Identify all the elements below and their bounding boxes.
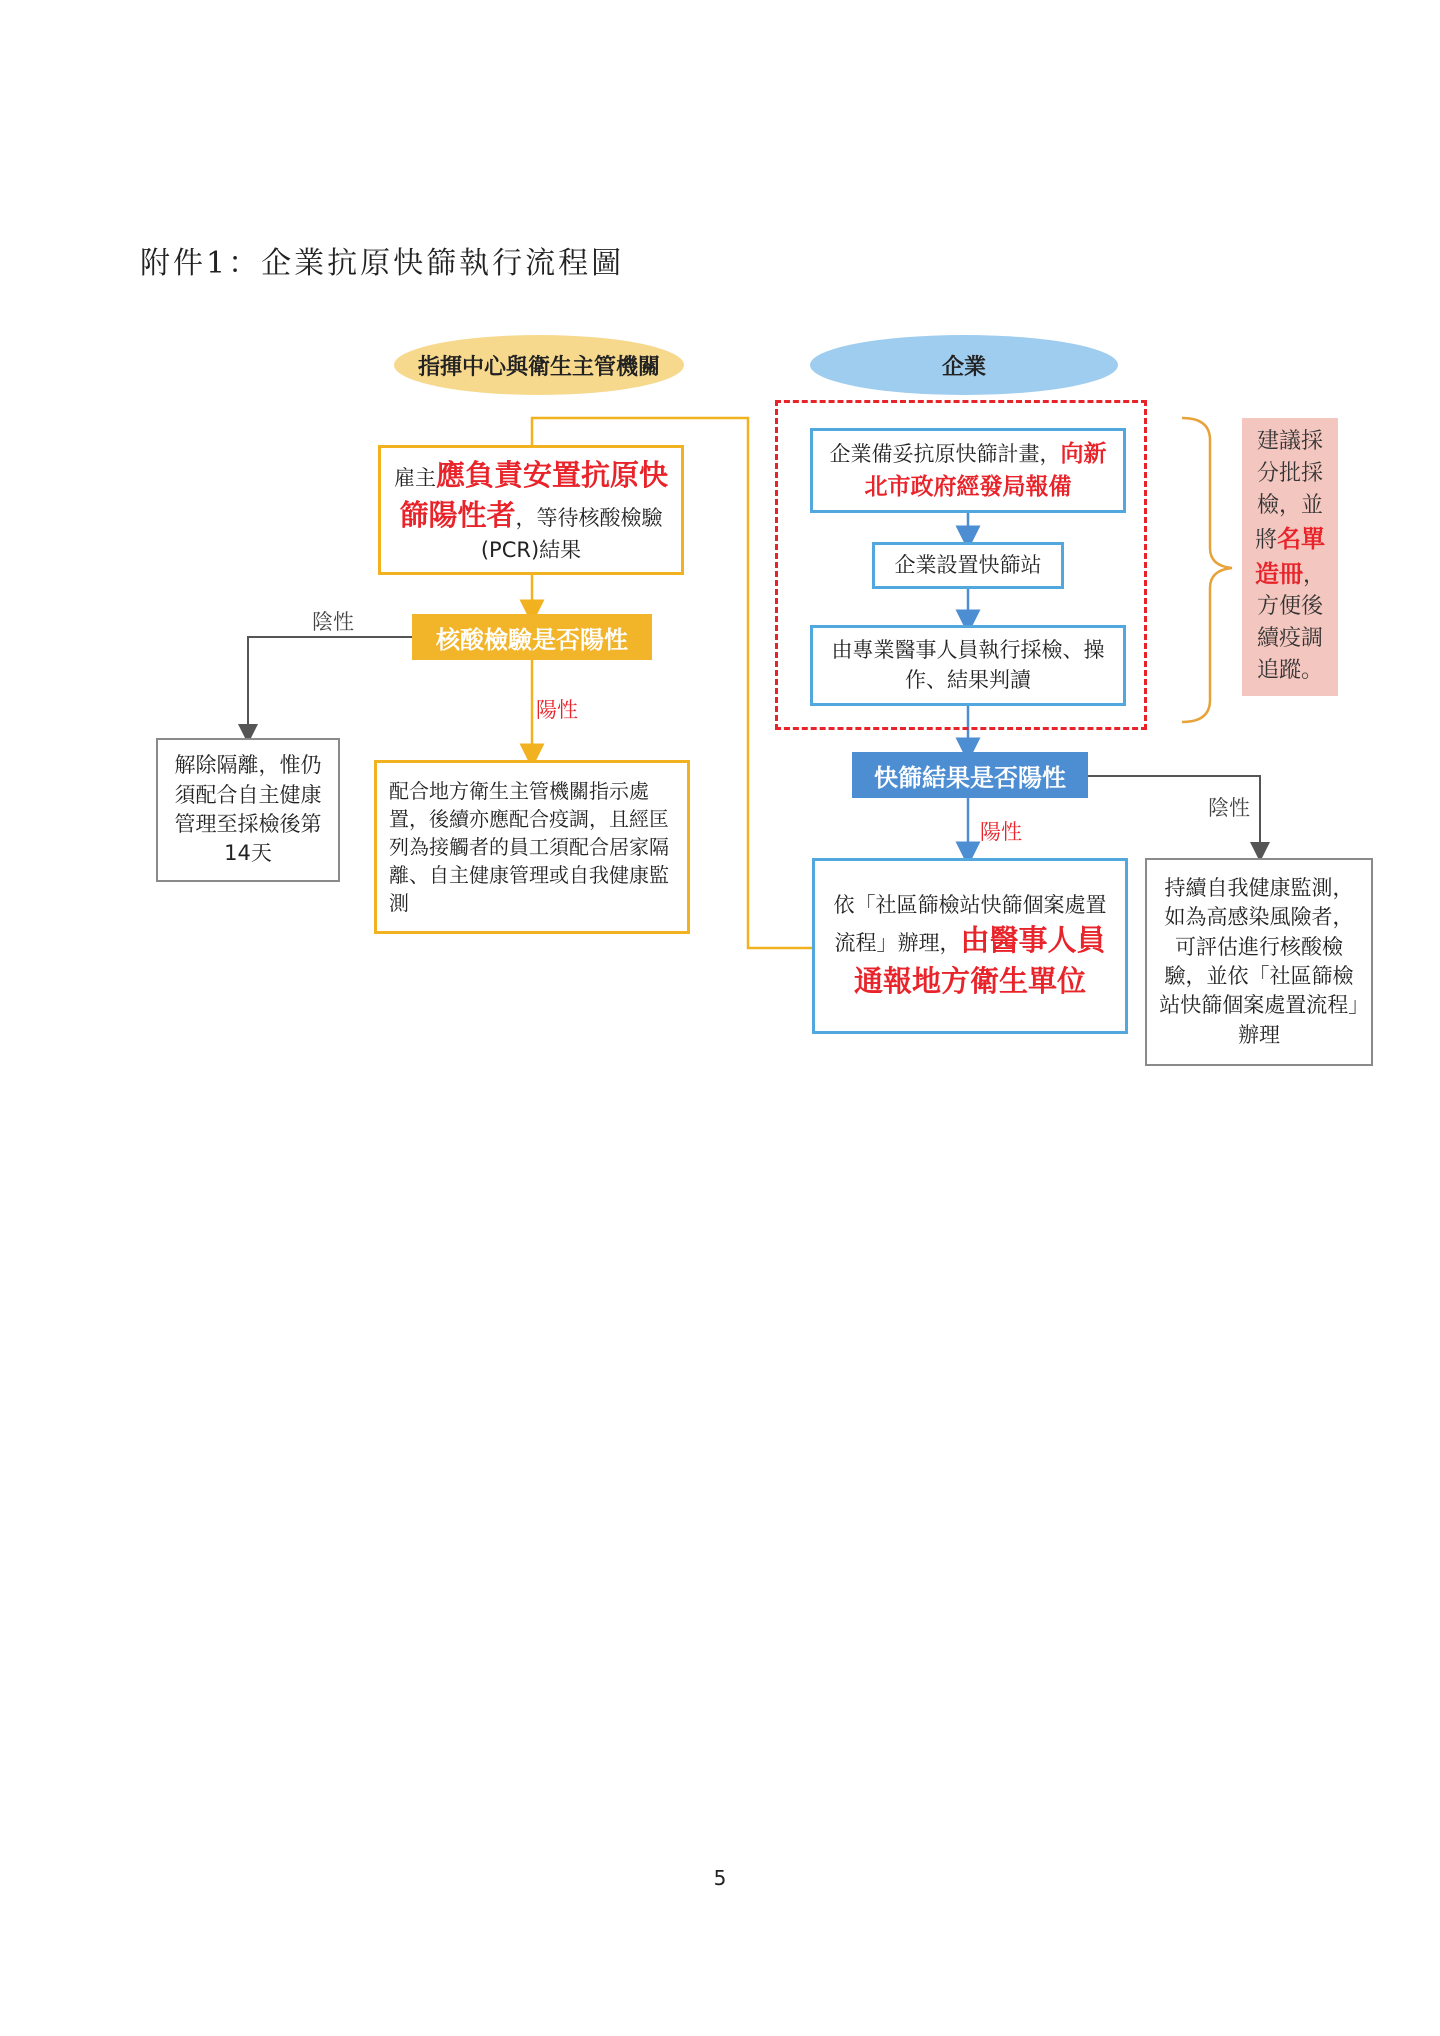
medical-staff-box: 由專業醫事人員執行採檢、操作、結果判讀 — [810, 625, 1126, 706]
plan-text-emph: 向新北市政府經發局報備 — [864, 441, 1107, 500]
document-title: 附件1：企業抗原快篩執行流程圖 — [140, 246, 625, 281]
enterprise-header: 企業 — [810, 335, 1118, 395]
community-text-emph: 由醫事人員通報地方衛生單位 — [853, 923, 1106, 998]
rapid-negative-label: 陰性 — [1208, 796, 1250, 820]
page-number: 5 — [713, 1866, 727, 1890]
pcr-negative-label: 陰性 — [312, 610, 354, 634]
suggestion-text-post: ，方便後續疫調追蹤。 — [1256, 562, 1325, 684]
self-monitoring-box: 持續自我健康監測，如為高感染風險者，可評估進行核酸檢驗，並依「社區篩檢站快篩個案處置流程」辦理 — [1145, 858, 1373, 1066]
employer-text-emph: 應負責安置抗原快篩陽性者 — [399, 457, 668, 533]
rapid-question-label: 快篩結果是否陽性 — [852, 752, 1088, 798]
cooperate-authority-box: 配合地方衛生主管機關指示處置，後續亦應配合疫調，且經匡列為接觸者的員工須配合居家隔離、自主健康管理或自我健康監測 — [374, 760, 690, 934]
rapid-positive-label: 陽性 — [980, 820, 1022, 844]
plan-text-pre: 企業備妥抗原快篩計畫， — [829, 442, 1061, 467]
batch-testing-suggestion — [1242, 418, 1338, 696]
suggestion-text-emph: 名單造冊 — [1254, 524, 1325, 588]
authority-header: 指揮中心與衛生主管機關 — [394, 335, 684, 395]
community-text-pre: 依「社區篩檢站快篩個案處置流程」辦理， — [833, 892, 1107, 956]
employer-text-post: ，等待核酸檢驗(PCR)結果 — [480, 506, 663, 562]
rapid-test-plan-box — [810, 428, 1126, 513]
test-station-box: 企業設置快篩站 — [872, 542, 1064, 589]
release-isolation-box: 解除隔離，惟仍須配合自主健康管理至採檢後第14天 — [156, 738, 340, 882]
pcr-question-label: 核酸檢驗是否陽性 — [412, 614, 652, 660]
community-procedure-box — [812, 858, 1128, 1034]
employer-text-pre: 雇主 — [393, 465, 436, 490]
suggestion-text-pre: 建議採分批採檢，並將 — [1254, 429, 1323, 553]
pcr-positive-label: 陽性 — [536, 698, 578, 722]
employer-responsibility-box — [378, 445, 684, 575]
